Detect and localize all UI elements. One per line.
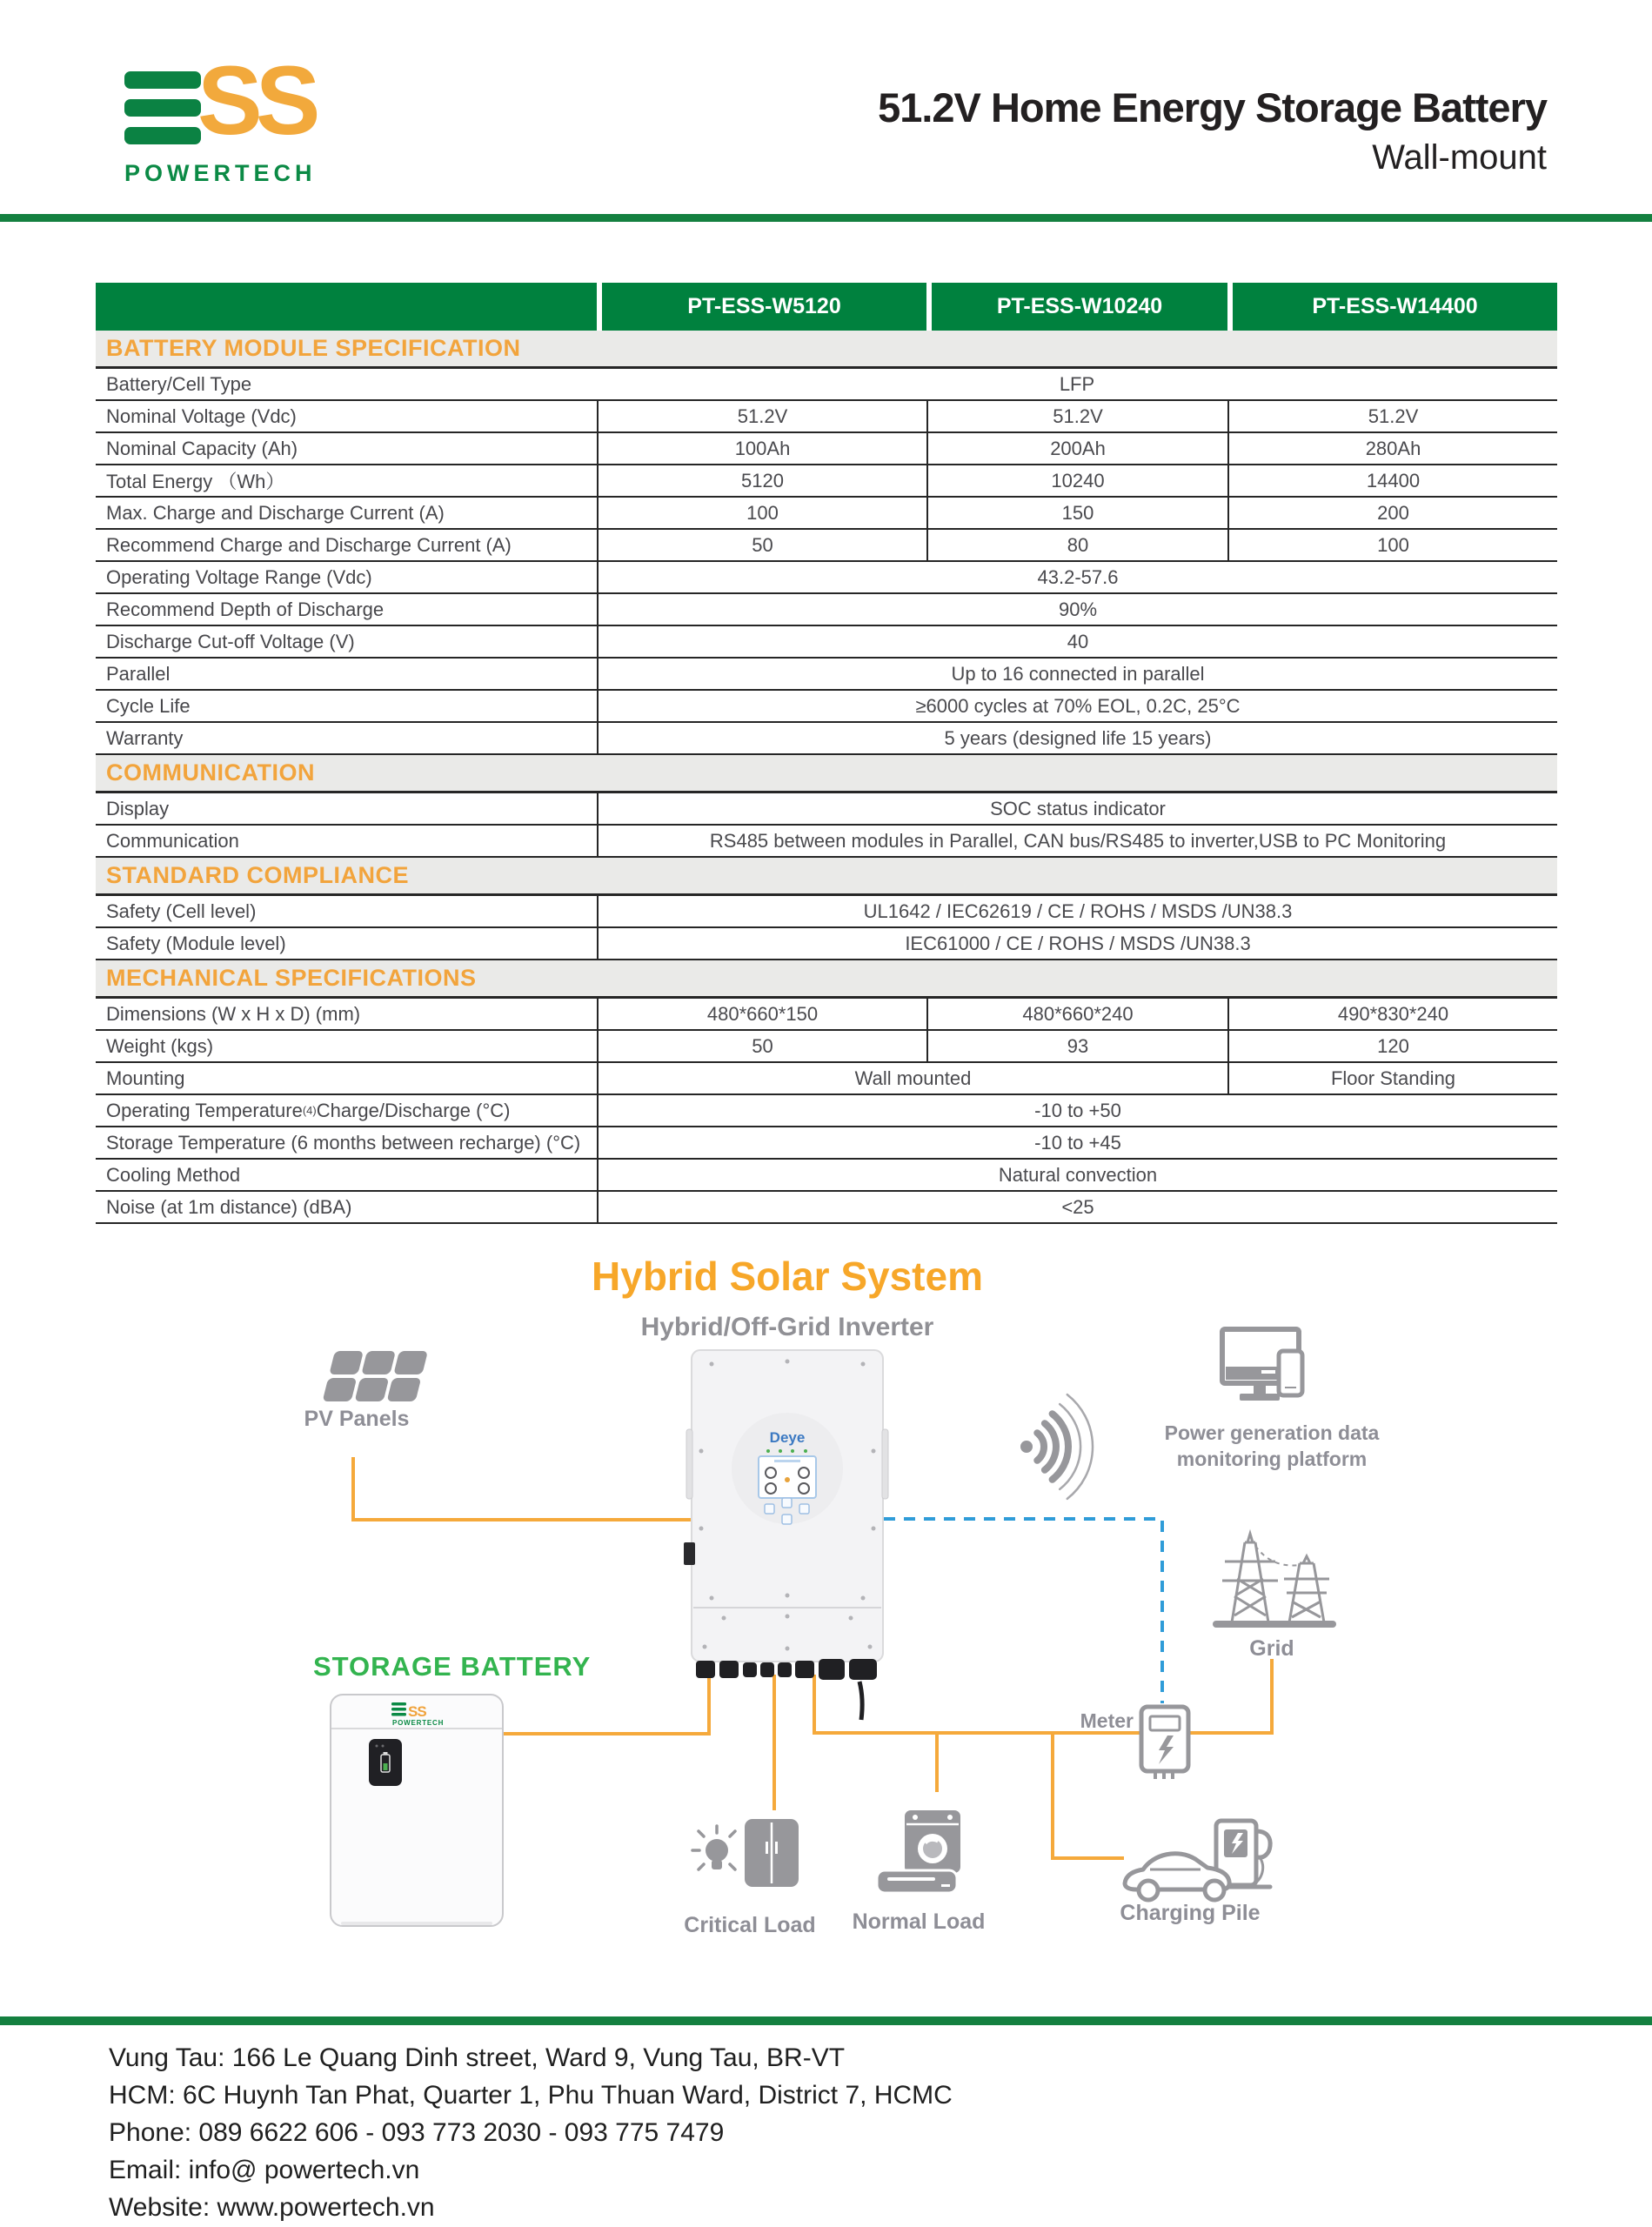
spec-value: 5120 xyxy=(597,465,926,496)
spec-value: 50 xyxy=(597,1031,926,1061)
svg-text:POWERTECH: POWERTECH xyxy=(392,1719,445,1727)
pv-wire xyxy=(353,1457,694,1520)
spec-label: Cycle Life xyxy=(106,694,191,717)
logo-e-bars-icon xyxy=(124,71,201,155)
spec-label: Recommend Depth of Discharge xyxy=(106,598,385,620)
inverter-right-handle xyxy=(882,1429,888,1499)
monitoring-label-line1: Power generation data xyxy=(1164,1421,1380,1444)
spec-row xyxy=(96,1031,1557,1063)
contact-info xyxy=(109,2039,953,2226)
spec-value: 150 xyxy=(926,498,1227,528)
spec-row xyxy=(96,530,1557,562)
spec-label: Operating Voltage Range (Vdc) xyxy=(106,565,372,588)
spec-value: SOC status indicator xyxy=(597,793,1557,824)
storage-battery-label: STORAGE BATTERY xyxy=(313,1651,592,1682)
spec-value: 280Ah xyxy=(1227,433,1557,464)
page-title: 51.2V Home Energy Storage Battery xyxy=(878,84,1547,130)
contact-line-phone: Phone: 089 6622 606 - 093 773 2030 - 093 775 7479 xyxy=(109,2118,725,2147)
spec-row xyxy=(96,1192,1557,1224)
spec-value: IEC61000 / CE / ROHS / MSDS /UN38.3 xyxy=(597,928,1557,959)
section-battery-module: BATTERY MODULE SPECIFICATION xyxy=(96,331,1557,369)
grid-wire xyxy=(1189,1659,1272,1733)
spec-value: 480*660*150 xyxy=(597,999,926,1029)
normal-load-icon xyxy=(877,1810,960,1893)
model-header-3: PT-ESS-W14400 xyxy=(1227,283,1557,331)
spec-row xyxy=(96,369,1557,401)
spec-value: LFP xyxy=(1059,372,1095,395)
spec-label: Warranty xyxy=(106,726,184,749)
monitoring-platform-icon xyxy=(1222,1329,1302,1401)
logo-ss-text: SS xyxy=(197,46,314,155)
spec-row xyxy=(96,691,1557,723)
svg-text:SS: SS xyxy=(408,1703,426,1720)
spec-value: 40 xyxy=(597,626,1557,657)
brand-logo xyxy=(124,46,317,187)
spec-label: Nominal Voltage (Vdc) xyxy=(106,405,297,427)
spec-label: Discharge Cut-off Voltage (V) xyxy=(106,630,355,652)
critical-load-label: Critical Load xyxy=(684,1913,816,1937)
spec-label: Mounting xyxy=(106,1067,185,1089)
spec-label: Noise (at 1m distance) (dBA) xyxy=(106,1195,352,1218)
spec-label: Operating Temperature (4) Charge/Discharge (°C) xyxy=(106,1099,511,1121)
spec-value: 200 xyxy=(1227,498,1557,528)
inverter-brand: Deye xyxy=(769,1429,806,1446)
spec-value: Up to 16 connected in parallel xyxy=(597,659,1557,689)
spec-value: 14400 xyxy=(1227,465,1557,496)
diagram-title: Hybrid Solar System xyxy=(592,1254,983,1299)
spec-row xyxy=(96,928,1557,960)
spec-row xyxy=(96,896,1557,928)
meter-icon xyxy=(1141,1707,1188,1779)
pv-panels-icon xyxy=(323,1351,428,1401)
spec-label: Safety (Module level) xyxy=(106,932,286,954)
spec-value: Floor Standing xyxy=(1227,1063,1557,1093)
battery-display xyxy=(369,1739,402,1786)
contact-line-vungtau: Vung Tau: 166 Le Quang Dinh street, Ward 9, Vung Tau, BR-VT xyxy=(109,2043,846,2072)
inverter-display xyxy=(759,1456,816,1498)
normal-load-label: Normal Load xyxy=(852,1909,986,1934)
spec-label: Safety (Cell level) xyxy=(106,899,257,922)
critical-load-icon xyxy=(692,1819,799,1887)
spec-label: Storage Temperature (6 months between recharge) (°C) xyxy=(106,1131,581,1154)
model-header-2: PT-ESS-W10240 xyxy=(926,283,1227,331)
grid-icon xyxy=(1216,1534,1333,1624)
spec-label: Weight (kgs) xyxy=(106,1034,214,1057)
inverter-side-switch xyxy=(684,1542,695,1565)
spec-label: Display xyxy=(106,797,170,819)
spec-row xyxy=(96,401,1557,433)
spec-label: Communication xyxy=(106,829,239,852)
spec-value: 93 xyxy=(926,1031,1227,1061)
spec-label: Cooling Method xyxy=(106,1163,241,1186)
spec-value: UL1642 / IEC62619 / CE / ROHS / MSDS /UN38.3 xyxy=(597,896,1557,926)
spec-label: Battery/Cell Type xyxy=(106,372,252,395)
inverter-cable xyxy=(859,1682,862,1720)
ess-logo xyxy=(124,46,314,155)
spec-value: ≥6000 cycles at 70% EOL, 0.2C, 25°C xyxy=(597,691,1557,721)
spec-value: RS485 between modules in Parallel, CAN bus/RS485 to inverter,USB to PC Monitoring xyxy=(597,826,1557,856)
spec-value: 43.2-57.6 xyxy=(597,562,1557,592)
spec-value: 50 xyxy=(597,530,926,560)
spec-row xyxy=(96,594,1557,626)
spec-label: Max. Charge and Discharge Current (A) xyxy=(106,501,445,524)
spec-row xyxy=(96,433,1557,465)
spec-row xyxy=(96,465,1557,498)
charging-pile-icon xyxy=(1125,1821,1270,1900)
monitoring-label-line2: monitoring platform xyxy=(1176,1448,1368,1470)
spec-value: 200Ah xyxy=(926,433,1227,464)
model-header-blank xyxy=(96,283,597,331)
spec-label: Nominal Capacity (Ah) xyxy=(106,437,298,459)
document-title-block xyxy=(878,84,1547,177)
meter-label: Meter xyxy=(1080,1709,1134,1732)
comms-dashed-line xyxy=(884,1519,1162,1703)
spec-value: 490*830*240 xyxy=(1227,999,1557,1029)
footer-divider xyxy=(0,2016,1652,2025)
spec-row xyxy=(96,999,1557,1031)
spec-value: 480*660*240 xyxy=(926,999,1227,1029)
spec-value: 51.2V xyxy=(597,401,926,431)
model-header-1: PT-ESS-W5120 xyxy=(597,283,926,331)
spec-row xyxy=(96,659,1557,691)
contact-line-hcm: HCM: 6C Huynh Tan Phat, Quarter 1, Phu Thuan Ward, District 7, HCMC xyxy=(109,2081,953,2110)
page-subtitle: Wall-mount xyxy=(1372,138,1547,177)
spec-row xyxy=(96,1127,1557,1160)
spec-value: Wall mounted xyxy=(597,1063,1227,1093)
spec-row xyxy=(96,723,1557,755)
spec-table-header xyxy=(96,283,1557,331)
battery-wire xyxy=(502,1675,709,1734)
hybrid-solar-system-diagram xyxy=(0,1222,1652,2018)
spec-row xyxy=(96,826,1557,858)
contact-line-email: Email: info@ powertech.vn xyxy=(109,2156,420,2184)
spec-label: Total Energy （Wh） xyxy=(106,471,285,492)
spec-row xyxy=(96,626,1557,659)
spec-table xyxy=(96,283,1557,1224)
spec-value: 10240 xyxy=(926,465,1227,496)
logo-powertech-text: POWERTECH xyxy=(124,160,317,186)
spec-label: Parallel xyxy=(106,662,171,685)
spec-row xyxy=(96,1095,1557,1127)
spec-value: -10 to +50 xyxy=(597,1095,1557,1126)
inverter-left-handle xyxy=(686,1429,692,1499)
spec-label: Dimensions (W x H x D) (mm) xyxy=(106,1002,361,1025)
section-communication: COMMUNICATION xyxy=(96,755,1557,793)
header-divider xyxy=(0,214,1652,222)
spec-row xyxy=(96,562,1557,594)
grid-label: Grid xyxy=(1249,1636,1294,1661)
spec-value: 120 xyxy=(1227,1031,1557,1061)
contact-line-website: Website: www.powertech.vn xyxy=(109,2193,435,2222)
spec-label: Recommend Charge and Discharge Current (A) xyxy=(106,533,512,556)
charging-wire xyxy=(1053,1733,1124,1858)
spec-value: 51.2V xyxy=(926,401,1227,431)
pv-panels-label: PV Panels xyxy=(304,1407,410,1431)
spec-value: 90% xyxy=(597,594,1557,625)
inverter-title: Hybrid/Off-Grid Inverter xyxy=(640,1313,934,1341)
spec-row xyxy=(96,1160,1557,1192)
section-mechanical: MECHANICAL SPECIFICATIONS xyxy=(96,960,1557,999)
spec-row xyxy=(96,498,1557,530)
wifi-signal-icon xyxy=(1020,1394,1093,1499)
storage-battery-icon xyxy=(331,1695,503,1926)
spec-value: 100 xyxy=(597,498,926,528)
spec-value: -10 to +45 xyxy=(597,1127,1557,1158)
spec-value: <25 xyxy=(597,1192,1557,1222)
charging-pile-label: Charging Pile xyxy=(1120,1901,1261,1925)
spec-row xyxy=(96,1063,1557,1095)
inverter-icon xyxy=(684,1350,888,1720)
section-standard-compliance: STANDARD COMPLIANCE xyxy=(96,858,1557,896)
spec-value: 5 years (designed life 15 years) xyxy=(597,723,1557,753)
spec-row xyxy=(96,793,1557,826)
spec-value: 51.2V xyxy=(1227,401,1557,431)
spec-value: 100Ah xyxy=(597,433,926,464)
spec-value: 100 xyxy=(1227,530,1557,560)
spec-value: Natural convection xyxy=(597,1160,1557,1190)
spec-value: 80 xyxy=(926,530,1227,560)
